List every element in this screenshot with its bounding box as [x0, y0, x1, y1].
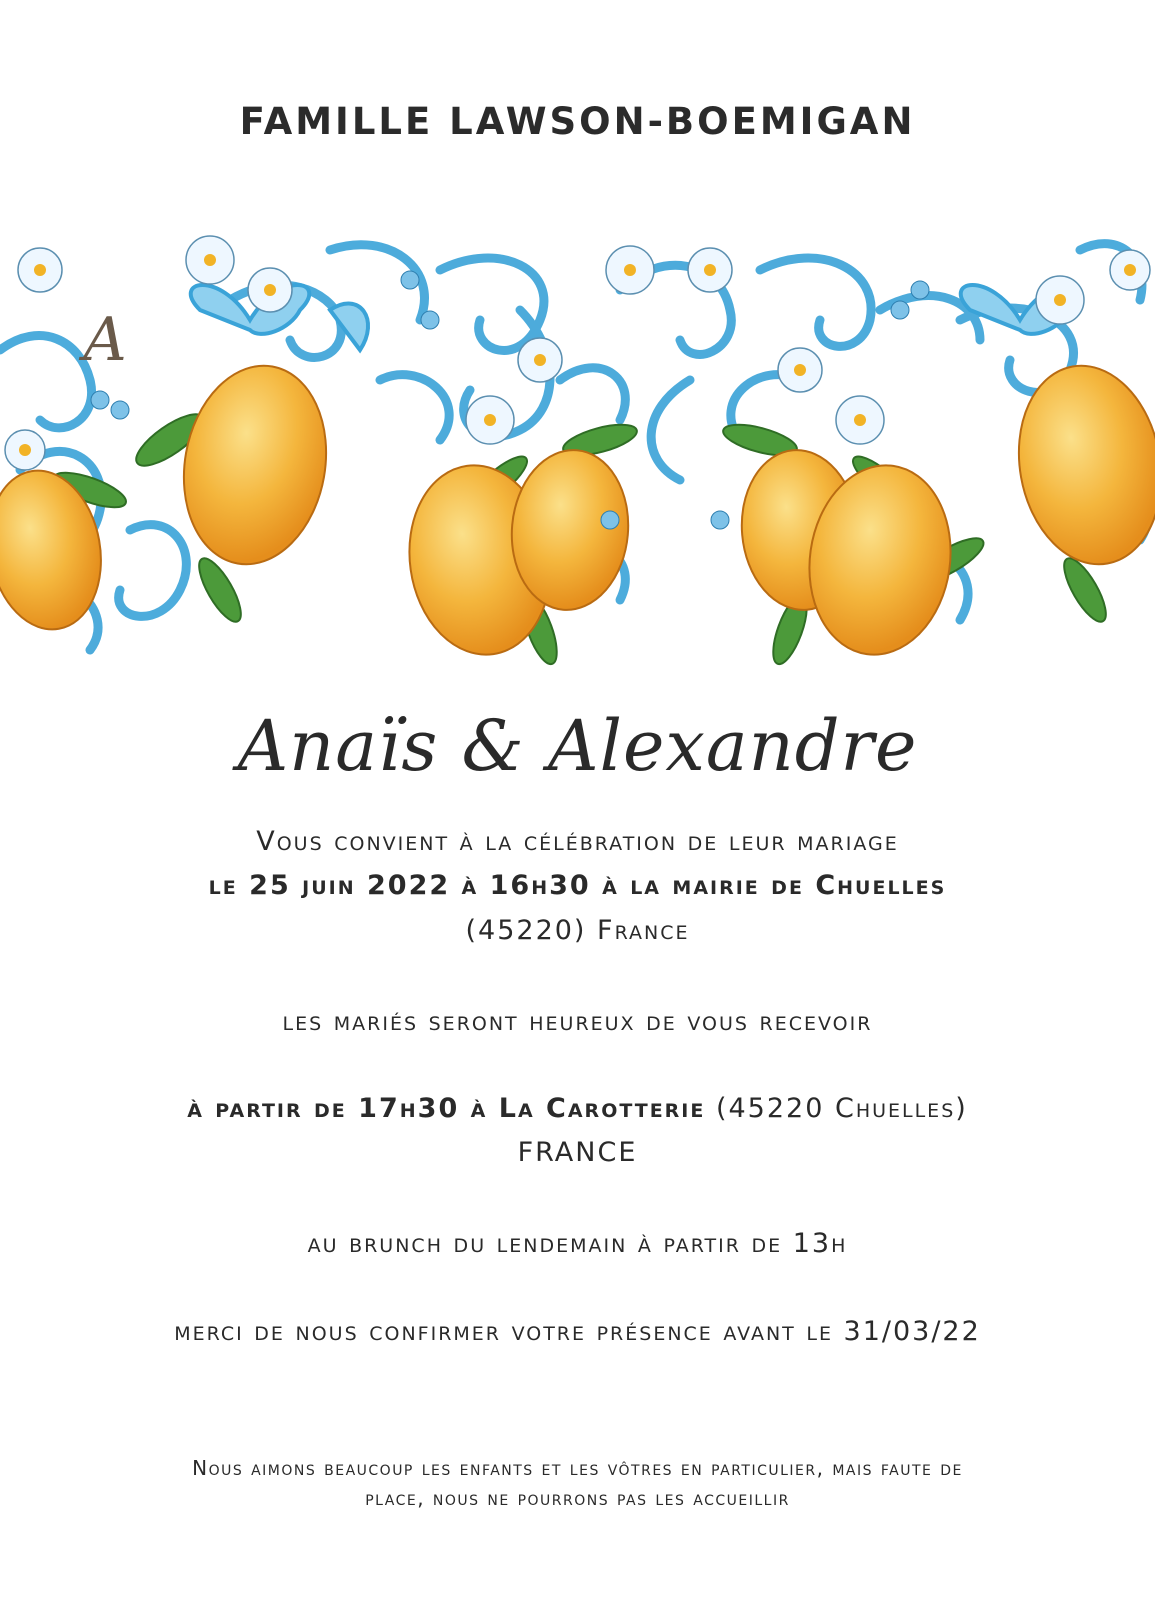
children-note	[60, 1453, 1095, 1513]
family-name: FAMILLE LAWSON-BOEMIGAN	[239, 100, 916, 143]
monogram: A	[83, 305, 127, 375]
ceremony-line: le 25 juin 2022 à 16h30 à la mairie de Chuelles	[208, 870, 947, 901]
couple-names: Anaïs & Alexandre	[237, 705, 918, 787]
reception-place: (45220 Chuelles)	[715, 1093, 968, 1124]
reception-line	[0, 1093, 1155, 1124]
reception-intro: les mariés seront heureux de vous recevoir	[282, 1006, 873, 1037]
children-note-line-2: place, nous ne pourrons pas les accueillir	[365, 1486, 790, 1510]
lemon-tile-illustration	[0, 230, 1155, 670]
children-note-line-1: Nous aimons beaucoup les enfants et les vôtres en particulier, mais faute de	[192, 1456, 963, 1480]
brunch-line: au brunch du lendemain à partir de 13h	[307, 1228, 848, 1259]
invite-line: Vous convient à la célébration de leur mariage	[256, 826, 899, 857]
reception-bold: à partir de 17h30 à La Carotterie	[187, 1093, 706, 1124]
rsvp-line: merci de nous confirmer votre présence avant le 31/03/22	[174, 1316, 981, 1347]
ceremony-place: (45220) France	[465, 915, 690, 946]
reception-country: FRANCE	[517, 1137, 638, 1168]
